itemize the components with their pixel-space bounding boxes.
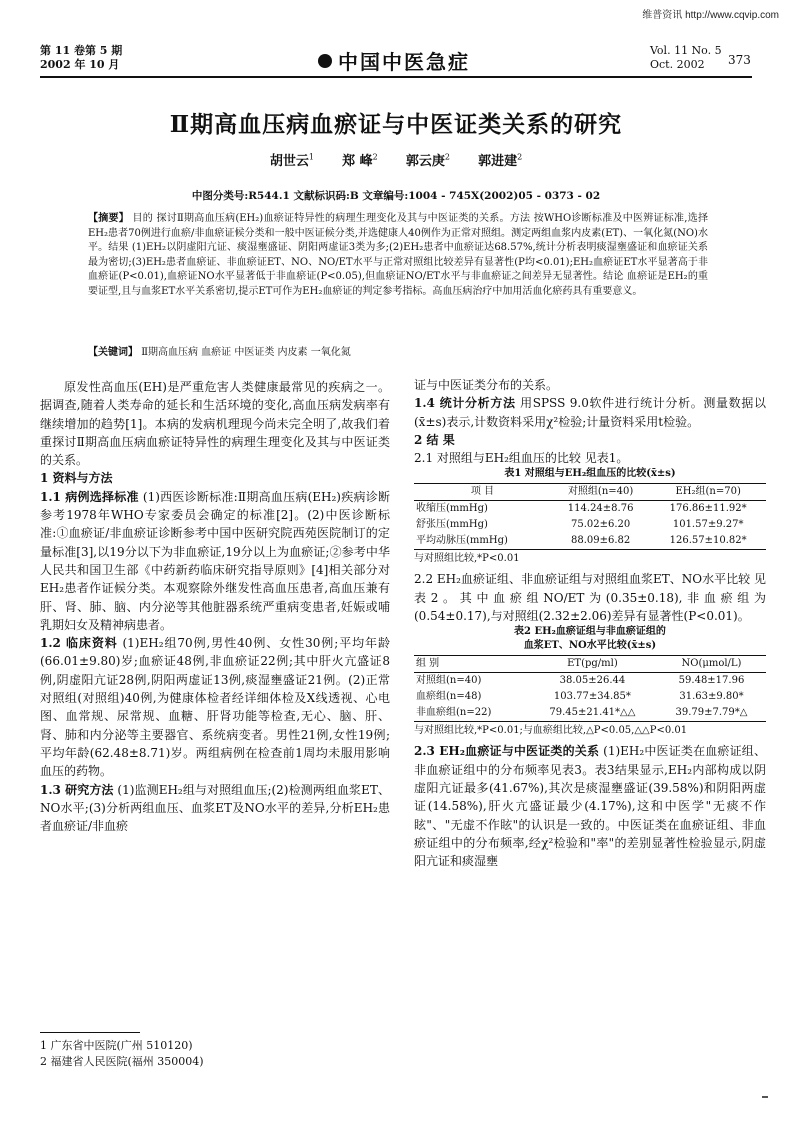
table-header: 对照组(n=40) [551, 484, 650, 501]
abstract [88, 212, 708, 300]
watermark: 维普资讯 http://www.cqvip.com [642, 10, 779, 21]
header-rule [40, 76, 752, 78]
classification-line: 中图分类号:R544.1 文献标识码:B 文章编号:1004 - 745X(2002)05 - 0373 - 02 [191, 190, 601, 202]
date-en: Oct. 2002 [650, 58, 705, 71]
table2-caption: 表2 EH₂血瘀证组与非血瘀证组的 血浆ET、NO水平比较(x̄±s) [514, 626, 666, 652]
paragraph: 1.1 病例选择标准 (1)西医诊断标准:Ⅱ期高血压病(EH₂)疾病诊断参考1978年WHO专家委员会确定的标准[2]。(2)中医诊断标准:①血瘀证/非血瘀证诊断参考中国中医研究院西苑医院制订的定量标准[3],以19分以下为非血瘀证,19分以上为血瘀证;②参考中华人民共和国卫生部《中药新药临床研究指导原则》[4]相关部分对EH₂患者作证候分类。本观察除外继发性高血压患者,高血压兼有肝、肾、肺、脑、内分泌等其他脏器系统严重病变患者,妊娠或哺乳期妇女及精神病患者。 [40, 489, 390, 632]
paragraph: 2.1 对照组与EH₂组血压的比较 见表1。 [414, 451, 629, 466]
paragraph: 1.3 研究方法 (1)监测EH₂组与对照组血压;(2)检测两组血浆ET、NO水平;(3)分析两组血压、血浆ET及NO水平的差异,分析EH₂患者血瘀证/非血瘀 [40, 782, 390, 834]
keywords-label: 【关键词】 [88, 347, 138, 358]
table-header: 组 别 [414, 656, 528, 673]
volume-cn: 第 11 卷第 5 期 [40, 44, 123, 57]
journal-name: 中国中医急症 [338, 50, 470, 74]
table1-caption: 表1 对照组与EH₂组血压的比较(x̄±s) [504, 468, 676, 480]
header-volume-cn [40, 44, 122, 72]
paragraph: 证与中医证类分布的关系。 [414, 378, 559, 392]
right-column [414, 376, 766, 870]
scan-mark [762, 1096, 768, 1098]
footnotes [40, 1038, 204, 1070]
table1-note: 与对照组比较,*P<0.01 [414, 553, 520, 565]
paper-title: Ⅱ期高血压病血瘀证与中医证类关系的研究 [169, 111, 623, 138]
volume-en: Vol. 11 No. 5 [650, 44, 722, 57]
journal-logo-icon [318, 54, 332, 68]
section-heading: 2 结 果 [414, 432, 455, 447]
author: 郑 峰$^2$ [342, 152, 378, 169]
keywords-text: Ⅱ期高血压病 血瘀证 中医证类 内皮素 一氧化氮 [141, 347, 351, 358]
table-row: 血瘀组(n=48) 103.77±34.85* 31.63±9.80* [416, 691, 744, 703]
author: 胡世云$^1$ [269, 152, 314, 169]
date-cn: 2002 年 10 月 [40, 58, 120, 71]
table-row: 非血瘀组(n=22) 79.45±21.41*△△ 39.79±7.79*△ [414, 705, 766, 722]
table-row: 舒张压(mmHg) 75.02±6.20 101.57±9.27* [416, 519, 744, 531]
abstract-text: 目的 探讨Ⅱ期高血压病(EH₂)血瘀证特异性的病理生理变化及其与中医证类的关系。方法 按WHO诊断标准及中医辨证标准,选择EH₂患者70例进行血瘀/非血瘀证候分类和一般中医证候分类,并选健康人40例作为正常对照组。测定两组血浆内皮素(ET)、一氧化氮(NO)水平。结果 (1)EH₂以阴虚阳亢证、痰湿壅盛证、阴阳两虚证3类为多;(2)EH₂患者中血瘀证达68.57%,统计分析表明痰湿壅盛证和血瘀证关系最为密切;(3)EH₂患者血瘀证、非血瘀证ET、NO、NO/ET水平与正常对照组比较差异有显著性(P均<0.01);EH₂血瘀证ET水平显著高于非血瘀证(P<0.01),血瘀证NO水平显著低于非血瘀证(P<0.05),但血瘀证NO/ET水平与非血瘀证之间差异无显著性。结论 血瘀证是EH₂的重要证型,且与血浆ET水平关系密切,提示ET可作为EH₂血瘀证的判定参考指标。高血压病治疗中加用活血化瘀药具有重要意义。 [88, 213, 708, 297]
table2 [414, 655, 766, 722]
author: 郭进建$^2$ [478, 152, 523, 169]
footnote: 2 福建省人民医院(福州 350004) [40, 1055, 204, 1068]
page-number: 373 [728, 53, 751, 67]
table2-note: 与对照组比较,*P<0.01;与血瘀组比较,△P<0.05,△△P<0.01 [414, 725, 688, 737]
footnote: 1 广东省中医院(广州 510120) [40, 1039, 193, 1052]
author-list [40, 150, 752, 169]
abstract-label: 【摘要】 [88, 213, 130, 224]
table-header: NO(μmol/L) [657, 656, 766, 673]
table-row: 收缩压(mmHg) 114.24±8.76 176.86±11.92* [416, 503, 747, 515]
keywords [88, 346, 708, 360]
author: 郭云庚$^2$ [405, 152, 450, 169]
intro-paragraph: 原发性高血压(EH)是严重危害人类健康最常见的疾病之一。据调查,随着人类寿命的延长和生活环境的变化,高血压病发病率有继续增加的趋势[1]。本病的发病机理现今尚未完全明了,故我们着重探讨Ⅱ期高血压病血瘀证特异性的病理生理变化及其与中医证类的关系。 [40, 380, 390, 468]
table-row: 平均动脉压(mmHg) 88.09±6.82 126.57±10.82* [414, 533, 766, 550]
paragraph: 2.2 EH₂血瘀证组、非血瘀证组与对照组血浆ET、NO水平比较 见表2。其中血瘀组NO/ET为(0.35±0.18),非血瘀组为(0.54±0.17),与对照组(2.32±2.06)差异有显著性(P<0.01)。 [414, 572, 766, 624]
paragraph: 1.4 统计分析方法 用SPSS 9.0软件进行统计分析。测量数据以(x̄±s)表示,计数资料采用χ²检验;计量资料采用t检验。 [414, 396, 766, 429]
table-header: EH₂组(n=70) [650, 484, 766, 501]
journal-title [318, 46, 470, 75]
paragraph: 1.2 临床资料 (1)EH₂组70例,男性40例、女性30例;平均年龄(66.01±9.80)岁;血瘀证48例,非血瘀证22例;其中肝火亢盛证8例,阴虚阳亢证28例,阴阳两虚证13例,痰湿壅盛证21例。(2)正常对照组(对照组)40例,为健康体检者经详细体检及X线透视、心电图、血常规、尿常规、血糖、肝肾功能等检查,无心、脑、肝、肾、肺和内分泌等主要器官、系统病变者。男性21例,女性19例;平均年龄(62.48±8.71)岁。两组病例在检查前1周均未服用影响血压的药物。 [40, 636, 390, 779]
table-row: 对照组(n=40) 38.05±26.44 59.48±17.96 [416, 675, 745, 687]
left-column [40, 378, 390, 835]
table-header: 项 目 [414, 484, 551, 501]
header-volume-en [650, 44, 722, 72]
table1 [414, 483, 766, 550]
table-header: ET(pg/ml) [528, 656, 657, 673]
section-heading: 1 资料与方法 [40, 471, 113, 486]
footnote-rule [40, 1032, 140, 1033]
paragraph: 2.3 EH₂血瘀证与中医证类的关系 (1)EH₂中医证类在血瘀证组、非血瘀证组中的分布频率见表3。表3结果显示,EH₂内部构成以阴虚阳亢证最多(41.67%),其次是痰湿壅盛证(39.58%)和阴阳两虚证(14.58%),肝火亢盛证最少(4.17%),这和中医学"无痰不作眩"、"无虚不作眩"的认识是一致的。中医证类在血瘀证组、非血瘀证组中的分布频率,经χ²检验和"率"的差别显著性检验显示,阴虚阳亢证和痰湿壅 [414, 744, 766, 869]
